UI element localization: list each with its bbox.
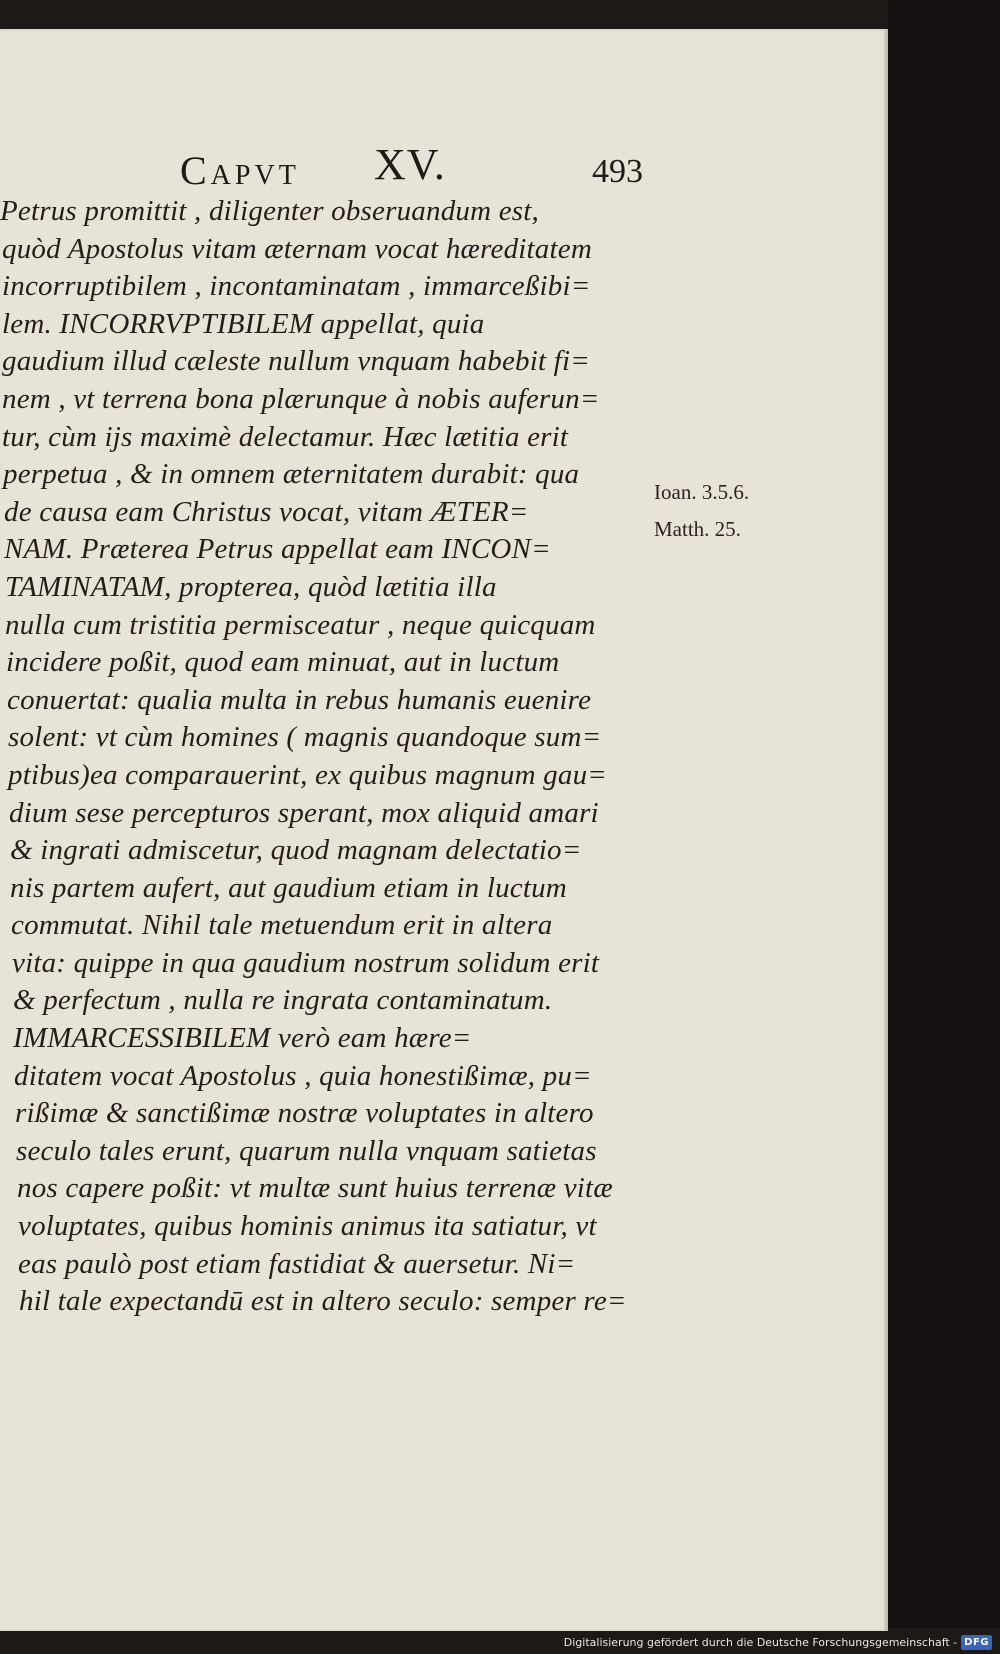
digitization-footer — [564, 1632, 992, 1652]
text-line: perpetua , & in omnem æternitatem durabit: qua — [3, 458, 580, 491]
text-line: Petrus promittit , diligenter obseruandum est, — [0, 195, 539, 227]
page-number: 493 — [592, 153, 643, 190]
text-line: tur, cùm ijs maximè delectamur. Hæc lætitia erit — [2, 420, 569, 453]
dfg-logo: DFG — [961, 1635, 992, 1650]
text-line: incorruptibilem , incontaminatam , immarceßibi= — [2, 270, 591, 303]
text-line: IMMARCESSIBILEM verò eam hære= — [13, 1022, 472, 1055]
book-page — [0, 29, 888, 1631]
running-head-chapter: XV. — [374, 140, 446, 189]
text-line: eas paulò post etiam fastidiat & auersetur. Ni= — [18, 1247, 576, 1280]
text-line: nulla cum tristitia permisceatur , neque quicquam — [5, 608, 596, 641]
text-line: nem , vt terrena bona plærunque à nobis auferun= — [2, 382, 600, 415]
body-text — [0, 193, 668, 1321]
text-line: & perfectum , nulla re ingrata contaminatum. — [13, 984, 553, 1017]
text-line: quòd Apostolus vitam æternam vocat hæreditatem — [2, 232, 592, 265]
text-line: TAMINATAM, propterea, quòd lætitia illa — [5, 570, 497, 603]
text-line: gaudium illud cæleste nullum vnquam habebit fi= — [2, 345, 590, 378]
text-line: ditatem vocat Apostolus , quia honestißimæ, pu= — [14, 1059, 592, 1092]
text-line: solent: vt cùm homines ( magnis quandoque sum= — [8, 721, 602, 754]
text-line: voluptates, quibus hominis animus ita satiatur, vt — [18, 1210, 597, 1243]
text-line: rißimæ & sanctißimæ nostræ voluptates in altero — [15, 1097, 594, 1130]
running-head — [180, 139, 660, 199]
text-line: nis partem aufert, aut gaudium etiam in luctum — [10, 871, 567, 904]
text-line: de causa eam Christus vocat, vitam ÆTER= — [4, 495, 529, 528]
text-line: commutat. Nihil tale metuendum erit in altera — [11, 909, 553, 942]
footer-credit-text: Digitalisierung gefördert durch die Deutsche Forschungsgemeinschaft - — [563, 1635, 958, 1649]
text-line: dium sese percepturos sperant, mox aliquid amari — [9, 796, 599, 829]
text-line: lem. INCORRVPTIBILEM appellat, quia — [2, 307, 485, 340]
text-line: vita: quippe in qua gaudium nostrum solidum erit — [12, 946, 600, 979]
text-line: NAM. Præterea Petrus appellat eam INCON= — [4, 533, 551, 566]
margin-note: Matth. 25. — [654, 517, 741, 541]
text-line: ptibus)ea comparauerint, ex quibus magnum gau= — [8, 758, 608, 791]
text-line: nos capere poßit: vt multæ sunt huius terrenæ vitæ — [17, 1172, 613, 1205]
text-line: hil tale expectandū est in altero seculo: semper re= — [19, 1285, 627, 1318]
text-line: conuertat: qualia multa in rebus humanis euenire — [7, 683, 592, 716]
text-line: seculo tales erunt, quarum nulla vnquam satietas — [16, 1134, 597, 1167]
running-head-caput: Capvt — [180, 148, 300, 193]
text-line: incidere poßit, quod eam minuat, aut in luctum — [6, 646, 560, 679]
scan-right-edge — [888, 0, 1000, 1628]
text-line: & ingrati admiscetur, quod magnam delectatio= — [10, 834, 582, 867]
margin-note: Ioan. 3.5.6. — [654, 480, 750, 504]
